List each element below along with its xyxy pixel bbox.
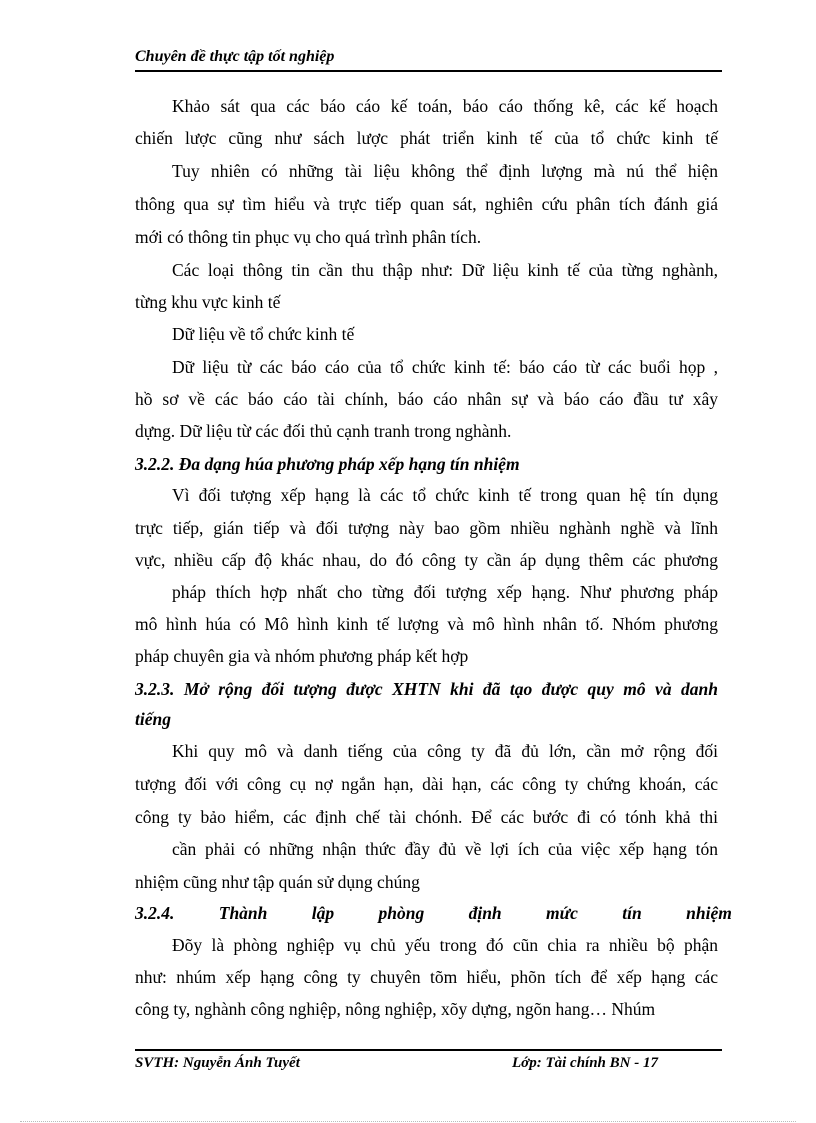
body-line: mới có thông tin phục vụ cho quá trình phân tích. [135,227,482,247]
section-heading-3-2-3: 3.2.3. Mở rộng đối tượng được XHTN khi đã tạo được quy mô và danh [135,679,718,699]
section-heading-3-2-2: 3.2.2. Đa dạng húa phương pháp xếp hạng tín nhiệm [135,454,520,474]
footer-rule [135,1049,722,1051]
footer-student-name: SVTH: Nguyễn Ánh Tuyết [135,1055,300,1071]
body-line: như: nhúm xếp hạng công ty chuyên tõm hiểu, phõn tích để xếp hạng các [135,967,718,987]
page-edge-dotted-line [20,1121,796,1122]
header-rule [135,70,722,72]
body-line: Tuy nhiên có những tài liệu không thể định lượng mà nú thể hiện [172,161,718,181]
body-line: cần phải có những nhận thức đầy đủ về lợi ích của việc xếp hạng tón [172,839,718,859]
body-line: Đõy là phòng nghiệp vụ chủ yếu trong đó cũn chia ra nhiều bộ phận [172,935,718,955]
body-line: mô hình húa có Mô hình kinh tế lượng và mô hình nhân tố. Nhóm phương [135,614,718,634]
section-heading-3-2-3-cont: tiếng [135,709,171,729]
body-line: tượng đối với công cụ nợ ngắn hạn, dài hạn, các công ty chứng khoán, các [135,774,718,794]
body-line: pháp chuyên gia và nhóm phương pháp kết hợp [135,646,469,666]
body-line: công ty, nghành công nghiệp, nông nghiệp, xõy dựng, ngõn hang… Nhúm [135,999,656,1019]
body-line: Khi quy mô và danh tiếng của công ty đã đủ lớn, cần mở rộng đối [172,741,718,761]
footer-class-name: Lớp: Tài chính BN - 17 [512,1055,658,1071]
body-line: Dữ liệu về tổ chức kinh tế [172,324,355,344]
body-line: công ty bảo hiểm, các định chế tài chónh. Để các bước đi có tónh khả thi [135,807,718,827]
body-line: Vì đối tượng xếp hạng là các tổ chức kinh tế trong quan hệ tín dụng [172,485,718,505]
body-line: Khảo sát qua các báo cáo kế toán, báo cáo thống kê, các kế hoạch [172,96,718,116]
body-line: thông qua sự tìm hiểu và trực tiếp quan sát, nghiên cứu phân tích đánh giá [135,194,718,214]
body-line: nhiệm cũng như tập quán sử dụng chúng [135,872,420,892]
page-header-title: Chuyên đề thực tập tốt nghiệp [135,48,335,65]
body-line: chiến lược cũng như sách lược phát triển kinh tế của tổ chức kinh tế [135,128,718,148]
body-line: pháp thích hợp nhất cho từng đối tượng xếp hạng. Như phương pháp [172,582,718,602]
body-line: Các loại thông tin cần thu thập như: Dữ liệu kinh tế của từng nghành, [172,260,718,280]
section-heading-3-2-4: 3.2.4. Thành lập phòng định mức tín nhiệm [135,903,732,923]
body-line: từng khu vực kinh tế [135,292,281,312]
body-line: vực, nhiều cấp độ khác nhau, do đó công ty cần áp dụng thêm các phương [135,550,718,570]
body-line: trực tiếp, gián tiếp và đối tượng này bao gồm nhiều nghành nghề và lĩnh [135,518,718,538]
body-line: Dữ liệu từ các báo cáo của tổ chức kinh tế: báo cáo từ các buổi họp , [172,357,718,377]
body-line: hồ sơ về các báo cáo tài chính, báo cáo nhân sự và báo cáo đầu tư xây [135,389,718,409]
body-line: dựng. Dữ liệu từ các đối thủ cạnh tranh trong nghành. [135,421,512,441]
